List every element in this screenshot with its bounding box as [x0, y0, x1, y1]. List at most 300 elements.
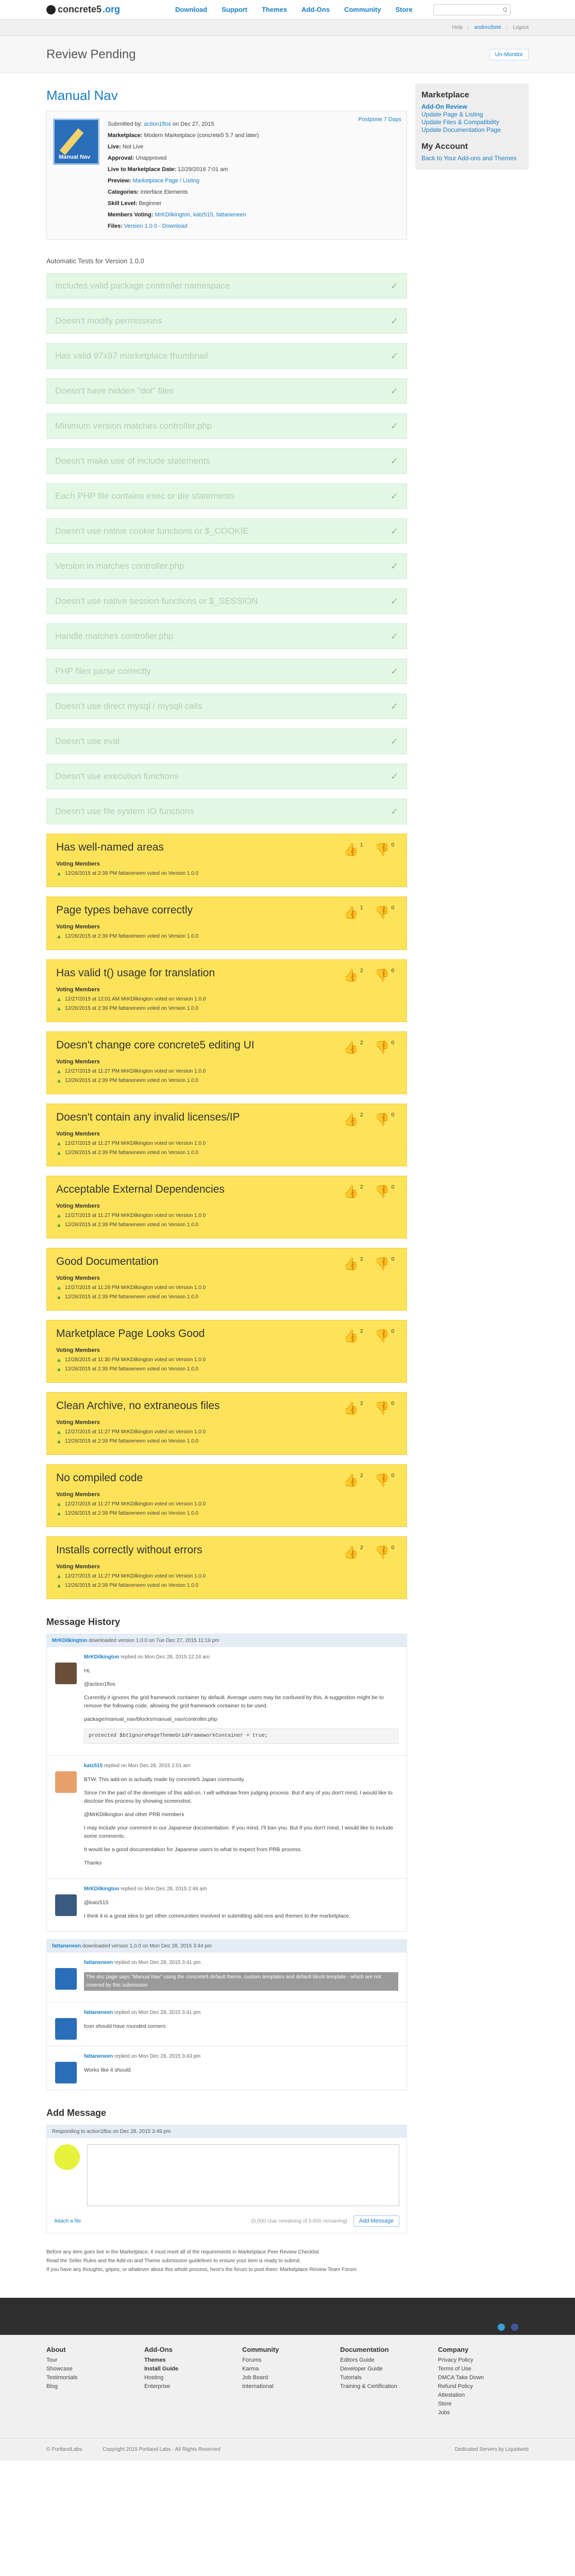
attach-file-link[interactable]: Attach a file [54, 2218, 81, 2224]
message-body [84, 2053, 398, 2083]
criterion-title: Doesn't contain any invalid licenses/IP [56, 1111, 240, 1123]
vote-criterion [46, 1536, 407, 1599]
footer-column [46, 2345, 124, 2417]
thread-info: downloaded version 1.0.0 on Tue Dec 27, 2015 11:19 pm [87, 1638, 219, 1643]
thumbs-down-button[interactable] [375, 968, 394, 983]
thread-user[interactable]: fattaneneen [52, 1943, 81, 1949]
sidebar [415, 83, 529, 2274]
thread-header [47, 1634, 407, 1647]
vote-record-text: 12/26/2015 at 2:39 PM fattaneneen voted on Version 1.0.0 [64, 1511, 198, 1516]
thumbs-down-icon: 👎 [374, 1329, 390, 1343]
message-post [47, 2046, 407, 2090]
up-count: 2 [360, 1112, 363, 1118]
footer-link[interactable]: Karma [242, 2366, 259, 2372]
addon-thumbnail [53, 118, 99, 165]
message-paragraph: It would be a good documentation for Japanese users to what to expect from PRB process. [84, 1846, 302, 1853]
check-icon: ✓ [390, 736, 398, 747]
vote-record-text: 12/27/2015 at 11:27 PM MrKDilkington voted on Version 1.0.0 [64, 1069, 206, 1074]
test-label: Doesn't use direct mysql / mysqli calls [55, 701, 202, 711]
thumbs-down-button[interactable] [375, 1112, 394, 1127]
top-navbar [0, 0, 575, 20]
test-label: Doesn't use file system IO functions [55, 806, 194, 816]
footer-column [144, 2345, 222, 2417]
sidebar-item-back[interactable]: Back to Your Add-ons and Themes [421, 155, 517, 162]
files-label: Files: [108, 223, 123, 229]
footer-heading[interactable]: Documentation [340, 2346, 389, 2353]
nav-download[interactable]: Download [175, 6, 208, 13]
thumbs-up-small-icon: ▲ [56, 1285, 62, 1291]
nav-store[interactable]: Store [395, 6, 413, 13]
voting-members-label: Voting Members [56, 1564, 100, 1570]
footer-link[interactable]: Blog [46, 2383, 58, 2389]
message-meta [84, 2009, 398, 2017]
footer-link[interactable]: International [242, 2383, 274, 2389]
thumbs-up-small-icon: ▲ [56, 1069, 62, 1075]
thumbs-up-button[interactable] [343, 1545, 363, 1560]
preview-link[interactable]: Marketplace Page / Listing [132, 178, 199, 184]
live-label: Live: [108, 144, 121, 150]
nav-themes[interactable]: Themes [261, 6, 288, 13]
main-content [46, 73, 407, 2274]
footer-link[interactable]: Editors Guide [340, 2357, 375, 2363]
vote-scores [343, 842, 394, 857]
vote-record-text: 12/27/2015 at 12:01 AM MrKDilkington voted on Version 1.0.0 [64, 996, 206, 1002]
thumbs-up-button[interactable] [343, 842, 363, 857]
message-paragraph: Currently it ignores the grid framework container by default. Average users may be confused by this. A suggestion might be to remove the following code, allowing the grid framework container to be used. [84, 1694, 384, 1709]
sidebar-item-update-docs[interactable]: Update Documentation Page [421, 126, 501, 133]
avatar [55, 2062, 77, 2083]
check-icon: ✓ [390, 280, 398, 291]
terms-line: If you have any thoughts, gripes, or whatever about this whole process, here's the forum to post them: Marketplace Review Team Forum [46, 2267, 357, 2273]
automatic-tests-heading: Automatic Tests for Version 1.0.0 [46, 257, 144, 265]
vote-record [56, 1509, 397, 1518]
message-thread [46, 1634, 407, 1932]
avatar [55, 1663, 77, 1684]
avatar [55, 1771, 77, 1793]
thread-user[interactable]: MrKDilkington [52, 1638, 88, 1643]
footer-link[interactable]: Tutorials [340, 2375, 362, 2381]
vote-record-text: 12/26/2015 at 2:39 PM fattaneneen voted on Version 1.0.0 [64, 1294, 198, 1300]
automatic-test-row [46, 413, 407, 439]
search-icon: Q [503, 6, 508, 13]
footer-column [242, 2345, 319, 2417]
terms-line: Before any item goes live in the Marketplace, it must meet all of the requirements in Marketplace Peer Review Checklist [46, 2249, 319, 2255]
thumbs-down-button[interactable] [375, 1545, 394, 1560]
message-date: replied on Mon Dec 28, 2015 3:41 pm [113, 2010, 201, 2015]
categories-value: Interface Elements [140, 189, 188, 195]
check-icon: ✓ [390, 490, 398, 501]
page-header [0, 36, 575, 73]
highlighted-quote: The doc page says "Manual Nav" using the concrete5 default theme, custom templates and default block template - which are not covered by this submission [84, 1972, 398, 1991]
thumbs-up-button[interactable] [343, 1184, 363, 1199]
vote-record [56, 1581, 397, 1590]
vote-record-text: 12/27/2015 at 11:27 PM MrKDilkington voted on Version 1.0.0 [64, 1573, 206, 1579]
sidebar-item-update-files[interactable]: Update Files & Compatibility [421, 118, 499, 126]
automatic-test-row [46, 483, 407, 509]
vote-scores [343, 1545, 394, 1560]
automatic-tests-list [46, 273, 407, 824]
automatic-test-row [46, 728, 407, 754]
thumbs-up-small-icon: ▲ [56, 1078, 62, 1084]
thumbs-up-button[interactable] [343, 905, 363, 920]
voting-members-label: Voting Members [56, 1131, 100, 1137]
footer-column [340, 2345, 417, 2417]
logout-link[interactable]: Logout [513, 25, 529, 30]
message-author[interactable]: MrKDilkington [84, 1654, 120, 1660]
item-meta [108, 118, 259, 232]
footer-bottom [0, 2438, 575, 2461]
vote-record-text: 12/28/2015 at 11:30 PM MrKDilkington voted on Version 1.0.0 [64, 1357, 206, 1363]
message-meta [84, 1762, 398, 1770]
test-label: Doesn't have hidden "dot" files [55, 386, 174, 396]
members-links[interactable]: MrKDilkington, katz515, fattaneneen [155, 212, 246, 218]
up-count: 2 [360, 968, 363, 974]
check-icon: ✓ [390, 315, 398, 326]
thumbs-up-small-icon: ▲ [56, 1294, 62, 1300]
thumbs-up-icon: 👍 [343, 843, 359, 857]
vote-scores [343, 968, 394, 983]
thumbs-up-small-icon: ▲ [56, 1150, 62, 1156]
sidebar-item-addon-review[interactable]: Add-On Review [421, 103, 467, 110]
vote-criterion [46, 896, 407, 950]
voting-members-label: Voting Members [56, 1275, 100, 1281]
voting-members-label: Voting Members [56, 861, 100, 867]
automatic-test-row [46, 658, 407, 684]
message-body [84, 1653, 398, 1749]
automatic-test-row [46, 553, 407, 579]
item-title: Manual Nav [46, 88, 118, 103]
footer-link[interactable]: Enterprise [144, 2383, 171, 2389]
check-icon: ✓ [390, 596, 398, 606]
down-count: 0 [391, 1184, 394, 1190]
vote-record [56, 995, 397, 1004]
message-paragraph: @MrKDilkington and other PRB members [84, 1811, 184, 1818]
message-paragraph: Icon should have rounded corners [84, 2023, 166, 2029]
vote-record-text: 12/27/2015 at 11:27 PM MrKDilkington voted on Version 1.0.0 [64, 1429, 206, 1435]
thumbs-down-button[interactable] [375, 1040, 394, 1055]
down-count: 0 [391, 1545, 394, 1551]
members-label: Members Voting: [108, 212, 154, 218]
thumbs-up-button[interactable] [343, 968, 363, 983]
test-label: Minimum version matches controller.php [55, 421, 212, 431]
thumbs-down-icon: 👎 [374, 906, 390, 920]
vote-record [56, 1437, 397, 1446]
up-count: 2 [360, 1545, 363, 1551]
thumbs-down-icon: 👎 [374, 1113, 390, 1127]
add-message-section [46, 2108, 407, 2233]
check-icon: ✓ [390, 701, 398, 711]
thumbs-up-button[interactable] [343, 1329, 363, 1344]
thumbs-down-button[interactable] [375, 1401, 394, 1416]
download-link[interactable]: Version 1.0.0 - Download [124, 223, 188, 229]
message-thread [46, 1939, 407, 2090]
thumbs-up-small-icon: ▲ [56, 1438, 62, 1445]
add-message-button[interactable]: Add Message [353, 2215, 399, 2227]
down-count: 0 [391, 1329, 394, 1334]
message-body [84, 2009, 398, 2040]
footer-link[interactable]: Install Guide [144, 2366, 179, 2372]
message-date: replied on Mon Dec 28, 2015 3:41 pm [113, 1960, 201, 1965]
live-date-label: Live to Marketplace Date: [108, 166, 176, 173]
help-link[interactable]: Help [452, 25, 463, 30]
message-meta [84, 1885, 398, 1893]
message-date: replied on Mon Dec 28, 2015 2:46 am [119, 1886, 207, 1892]
footer-link[interactable]: Privacy Policy [438, 2357, 473, 2363]
thumbs-up-small-icon: ▲ [56, 1141, 62, 1147]
thumbs-down-button[interactable] [375, 905, 394, 920]
up-count: 2 [360, 1401, 363, 1406]
test-label: Handle matches controller.php [55, 631, 174, 641]
check-icon: ✓ [390, 631, 398, 641]
footer-link[interactable]: Training & Certification [340, 2383, 397, 2389]
avatar [55, 2018, 77, 2040]
up-count: 2 [360, 1257, 363, 1262]
message-paragraph: package/manual_nav/blocks/manual_nav/controller.php [84, 1716, 217, 1722]
thumbs-up-icon: 👍 [343, 1473, 359, 1487]
preview-label: Preview: [108, 178, 131, 184]
avatar [55, 1894, 77, 1916]
submitted-date: on Dec 27, 2015 [172, 121, 214, 127]
submitted-label: Submitted by: [108, 121, 143, 127]
thumbs-up-small-icon: ▲ [56, 1006, 62, 1012]
footer-link[interactable]: Attestation [438, 2392, 465, 2398]
voting-members-label: Voting Members [56, 1059, 100, 1065]
criterion-title: Clean Archive, no extraneous files [56, 1400, 220, 1412]
message-post [47, 1953, 407, 2003]
footer-link[interactable]: Tour [46, 2357, 58, 2363]
thread-header [47, 1940, 407, 1953]
criterion-title: Doesn't change core concrete5 editing UI [56, 1039, 255, 1051]
automatic-test-row [46, 693, 407, 719]
down-count: 0 [391, 842, 394, 848]
vote-record [56, 1572, 397, 1581]
down-count: 0 [391, 1473, 394, 1479]
thumbs-down-icon: 👎 [374, 969, 390, 982]
criterion-title: Good Documentation [56, 1256, 159, 1267]
message-author[interactable]: MrKDilkington [84, 1886, 120, 1892]
thumbs-up-button[interactable] [343, 1257, 363, 1272]
test-label: Version in matches controller.php [55, 561, 184, 571]
test-label: Doesn't make use of include statements [55, 456, 210, 466]
sidebar-account-heading: My Account [421, 142, 468, 151]
footer-link[interactable]: Refund Policy [438, 2383, 473, 2389]
thumbs-up-button[interactable] [343, 1473, 363, 1488]
thumbs-up-small-icon: ▲ [56, 1429, 62, 1435]
search-input[interactable] [433, 4, 511, 15]
criterion-title: Has valid t() usage for translation [56, 967, 215, 979]
thumbs-down-button[interactable] [375, 1473, 394, 1488]
nav-addons[interactable]: Add-Ons [301, 6, 330, 13]
footer-link[interactable]: DMCA Take Down [438, 2375, 484, 2381]
vote-criterion [46, 1104, 407, 1166]
avatar [55, 1968, 77, 1990]
up-count: 1 [360, 905, 363, 911]
vote-criterion [46, 1320, 407, 1383]
vote-record-text: 12/26/2015 at 2:39 PM fattaneneen voted on Version 1.0.0 [64, 1078, 198, 1083]
check-icon: ✓ [390, 385, 398, 396]
message-textarea[interactable] [87, 2144, 399, 2206]
postpone-link[interactable]: Postpone 7 Days [358, 116, 401, 123]
vote-record-text: 12/27/2015 at 11:27 PM MrKDilkington voted on Version 1.0.0 [64, 1213, 206, 1218]
nav-community[interactable]: Community [344, 6, 381, 13]
message-history [46, 1634, 407, 2090]
automatic-test-row [46, 378, 407, 404]
thumbs-up-button[interactable] [343, 1112, 363, 1127]
thumbs-up-icon: 👍 [343, 1113, 359, 1127]
message-meta [84, 1959, 398, 1967]
vote-record-text: 12/27/2015 at 11:27 PM MrKDilkington voted on Version 1.0.0 [64, 1141, 206, 1146]
test-label: Doesn't use native cookie functions or $_COOKIE [55, 526, 249, 536]
thumbs-down-button[interactable] [375, 842, 394, 857]
footer-link[interactable]: Terms of Use [438, 2366, 471, 2372]
thumbnail-caption: Manual Nav [59, 154, 91, 160]
down-count: 0 [391, 1401, 394, 1406]
footer-heading[interactable]: Company [438, 2346, 469, 2353]
vote-record [56, 1221, 397, 1230]
categories-label: Categories: [108, 189, 139, 195]
add-message-head: Responding to action1flos on Dec 28, 2015 3:49 pm [47, 2125, 407, 2138]
sidebar-marketplace-heading: Marketplace [421, 91, 469, 99]
vote-record [56, 1283, 397, 1293]
message-meta [84, 2053, 398, 2061]
thumbs-down-button[interactable] [375, 1184, 394, 1199]
voting-members-label: Voting Members [56, 1203, 100, 1209]
vote-criterion [46, 1031, 407, 1094]
marketplace-label: Marketplace: [108, 132, 143, 139]
vote-scores [343, 1473, 394, 1488]
test-label: Doesn't use eval [55, 736, 120, 746]
footer-heading[interactable]: Add-Ons [144, 2346, 173, 2353]
footer-heading[interactable]: About [46, 2346, 66, 2353]
vote-record [56, 869, 397, 878]
thumbs-up-small-icon: ▲ [56, 1357, 62, 1363]
submitter-link[interactable]: action1flos [144, 121, 171, 127]
site-logo[interactable]: concrete5 .org [46, 4, 175, 15]
criterion-title: Page types behave correctly [56, 904, 193, 916]
sidebar-item-update-page[interactable]: Update Page & Listing [421, 111, 483, 118]
thumbs-down-icon: 👎 [374, 1185, 390, 1199]
message-paragraph: Thanks [84, 1860, 102, 1866]
message-paragraph: BTW. This add-on is actually made by concrete5 Japan community. [84, 1776, 245, 1783]
thumbs-up-icon: 👍 [343, 1546, 359, 1560]
review-terms [46, 2248, 407, 2274]
vote-record-text: 12/27/2015 at 11:27 PM MrKDilkington voted on Version 1.0.0 [64, 1501, 206, 1507]
vote-record [56, 1500, 397, 1509]
thread-info: downloaded version 1.0.0 on Mon Dec 28, 2015 3:44 pm [81, 1943, 212, 1949]
footer-link[interactable]: Jobs [438, 2410, 450, 2416]
vote-criteria-list [46, 834, 407, 1599]
footer-heading[interactable]: Community [242, 2346, 279, 2353]
up-count: 1 [360, 842, 363, 848]
twitter-icon[interactable] [498, 2324, 505, 2331]
vote-record [56, 1293, 397, 1302]
footer-link[interactable]: Themes [144, 2357, 166, 2363]
footer-link[interactable]: Testimonials [46, 2375, 78, 2381]
message-author[interactable]: fattaneneen [84, 2010, 113, 2015]
footer-link[interactable]: Job Board [242, 2375, 268, 2381]
user-bar [0, 20, 575, 36]
down-count: 0 [391, 905, 394, 911]
live-value: Not Live [122, 144, 144, 150]
vote-record-text: 12/26/2015 at 2:39 PM fattaneneen voted on Version 1.0.0 [64, 934, 198, 939]
footer-link[interactable]: Store [438, 2401, 452, 2407]
thumbs-up-button[interactable] [343, 1040, 363, 1055]
vote-scores [343, 1329, 394, 1344]
account-link[interactable]: andreci5ete [474, 25, 501, 30]
thumbs-down-button[interactable] [375, 1329, 394, 1344]
automatic-test-row [46, 518, 407, 544]
thumbs-down-icon: 👎 [374, 1041, 390, 1055]
criterion-title: Installs correctly without errors [56, 1544, 202, 1556]
check-icon: ✓ [390, 420, 398, 431]
vote-criterion [46, 1464, 407, 1527]
vote-criterion [46, 1392, 407, 1455]
vote-scores [343, 1184, 394, 1199]
footer-link[interactable]: Forums [242, 2357, 262, 2363]
thumbs-down-button[interactable] [375, 1257, 394, 1272]
vote-criterion [46, 959, 407, 1022]
item-info-box [46, 111, 407, 240]
footer-links [0, 2335, 575, 2438]
vote-scores [343, 1257, 394, 1272]
approval-label: Approval: [108, 155, 134, 161]
logo-icon [46, 5, 56, 14]
thumbs-up-icon: 👍 [343, 1329, 359, 1343]
vote-record [56, 1076, 397, 1086]
criterion-title: Acceptable External Dependencies [56, 1183, 225, 1195]
message-paragraph: I may include your comment in our Japanese documentation. If you mind, I'll ban you. But if you don't mind, I would like to include some comments. [84, 1825, 393, 1839]
separator: | [506, 25, 508, 30]
facebook-icon[interactable] [511, 2324, 518, 2331]
message-author[interactable]: katz515 [84, 1763, 103, 1769]
vote-scores [343, 1401, 394, 1416]
message-author[interactable]: fattaneneen [84, 1960, 113, 1965]
thumbs-up-small-icon: ▲ [56, 1366, 62, 1372]
check-icon: ✓ [390, 455, 398, 466]
footer-link[interactable]: Developer Guide [340, 2366, 383, 2372]
vote-criterion [46, 834, 407, 887]
skill-label: Skill Level: [108, 200, 138, 207]
add-message-heading: Add Message [46, 2108, 107, 2118]
check-icon: ✓ [390, 771, 398, 782]
message-post [47, 1647, 407, 1756]
thumbs-up-icon: 👍 [343, 1401, 359, 1415]
footer-link[interactable]: Hosting [144, 2375, 164, 2381]
message-paragraph: Works like it should. [84, 2067, 132, 2073]
automatic-test-row [46, 448, 407, 474]
automatic-test-row [46, 588, 407, 614]
thumbs-up-icon: 👍 [343, 906, 359, 920]
vote-criterion [46, 1176, 407, 1239]
vote-record-text: 12/26/2015 at 2:39 PM fattaneneen voted on Version 1.0.0 [64, 1583, 198, 1588]
vote-record-text: 12/26/2015 at 2:39 PM fattaneneen voted on Version 1.0.0 [64, 871, 198, 876]
criterion-title: Has well-named areas [56, 841, 164, 853]
thumbs-up-button[interactable] [343, 1401, 363, 1416]
message-history-heading: Message History [46, 1617, 121, 1627]
test-label: Doesn't modify permissions [55, 316, 162, 326]
message-post [47, 2003, 407, 2046]
message-author[interactable]: fattaneneen [84, 2054, 113, 2059]
test-label: Each PHP file contains exec or die statements [55, 491, 235, 501]
separator: | [467, 25, 469, 30]
voting-members-label: Voting Members [56, 987, 100, 993]
footer-link[interactable]: Showcase [46, 2366, 73, 2372]
message-paragraph: @katz515 [84, 1900, 109, 1906]
thumbs-up-small-icon: ▲ [56, 996, 62, 1003]
nav-support[interactable]: Support [222, 6, 247, 13]
hosting-credit[interactable]: Dedicated Servers by Liquidweb [454, 2447, 529, 2452]
unmonitor-button[interactable]: Un-Monitor [489, 49, 529, 60]
